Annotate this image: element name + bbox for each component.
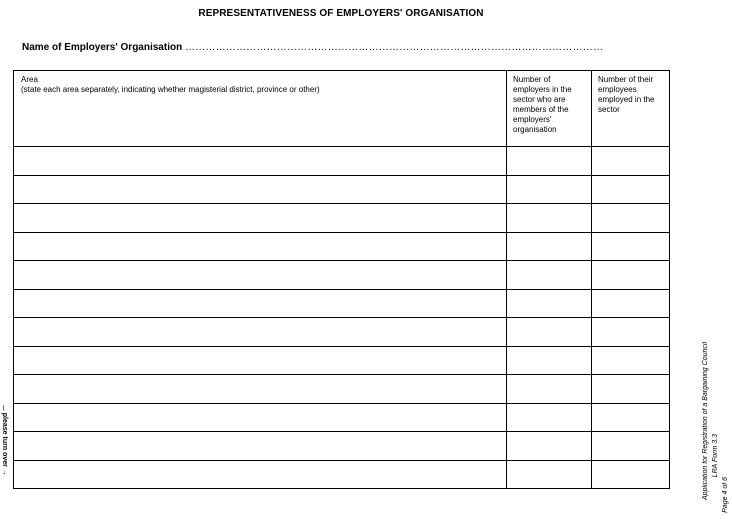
cell-employees-count[interactable] bbox=[592, 318, 670, 347]
org-name-line bbox=[22, 42, 603, 53]
table-row bbox=[14, 289, 670, 318]
cell-area[interactable] bbox=[14, 403, 507, 432]
cell-employees-count[interactable] bbox=[592, 232, 670, 261]
cell-area[interactable] bbox=[14, 432, 507, 461]
turn-over-text: ... please turn over → bbox=[1, 405, 8, 476]
cell-employees-count[interactable] bbox=[592, 175, 670, 204]
table-row bbox=[14, 147, 670, 176]
cell-employers-count[interactable] bbox=[507, 204, 592, 233]
cell-area[interactable] bbox=[14, 175, 507, 204]
cell-employees-count[interactable] bbox=[592, 204, 670, 233]
table-row bbox=[14, 375, 670, 404]
cell-area[interactable] bbox=[14, 232, 507, 261]
table-body bbox=[14, 147, 670, 489]
cell-employers-count[interactable] bbox=[507, 375, 592, 404]
cell-employees-count[interactable] bbox=[592, 147, 670, 176]
form-footer-note bbox=[702, 342, 732, 512]
cell-area[interactable] bbox=[14, 346, 507, 375]
cell-employees-count[interactable] bbox=[592, 403, 670, 432]
page-number: Page 4 of 6 bbox=[722, 477, 729, 513]
table-row bbox=[14, 346, 670, 375]
cell-employers-count[interactable] bbox=[507, 318, 592, 347]
header-employees bbox=[592, 71, 670, 147]
table-row bbox=[14, 261, 670, 290]
application-title: Application for Registration of a Bargaining Council bbox=[702, 342, 709, 500]
table-row bbox=[14, 175, 670, 204]
cell-employers-count[interactable] bbox=[507, 460, 592, 489]
cell-employers-count[interactable] bbox=[507, 261, 592, 290]
form-code: LRA Form 3.3 bbox=[712, 434, 719, 478]
table-row bbox=[14, 232, 670, 261]
cell-employers-count[interactable] bbox=[507, 147, 592, 176]
cell-employees-count[interactable] bbox=[592, 346, 670, 375]
org-name-field[interactable]: …………………………………………………………………………………………………………… bbox=[184, 42, 604, 53]
header-employees-label: Number of their employees employed in the sector bbox=[598, 75, 655, 114]
table-row bbox=[14, 432, 670, 461]
cell-employers-count[interactable] bbox=[507, 432, 592, 461]
header-employers bbox=[507, 71, 592, 147]
table-row bbox=[14, 403, 670, 432]
cell-area[interactable] bbox=[14, 261, 507, 290]
cell-area[interactable] bbox=[14, 318, 507, 347]
header-employers-label: Number of employers in the sector who are members of the employers' organisation bbox=[513, 75, 572, 134]
cell-employees-count[interactable] bbox=[592, 432, 670, 461]
cell-employees-count[interactable] bbox=[592, 460, 670, 489]
table-header-row bbox=[14, 71, 670, 147]
cell-employers-count[interactable] bbox=[507, 346, 592, 375]
cell-employees-count[interactable] bbox=[592, 261, 670, 290]
cell-employees-count[interactable] bbox=[592, 289, 670, 318]
cell-employers-count[interactable] bbox=[507, 289, 592, 318]
cell-area[interactable] bbox=[14, 375, 507, 404]
table-row bbox=[14, 204, 670, 233]
cell-employers-count[interactable] bbox=[507, 403, 592, 432]
cell-employees-count[interactable] bbox=[592, 375, 670, 404]
cell-employers-count[interactable] bbox=[507, 175, 592, 204]
header-area-label: Area bbox=[21, 75, 38, 84]
cell-employers-count[interactable] bbox=[507, 232, 592, 261]
cell-area[interactable] bbox=[14, 147, 507, 176]
table-row bbox=[14, 460, 670, 489]
cell-area[interactable] bbox=[14, 460, 507, 489]
form-title: REPRESENTATIVENESS OF EMPLOYERS' ORGANISATION bbox=[198, 8, 484, 19]
turn-over-note bbox=[1, 405, 11, 480]
table-row bbox=[14, 318, 670, 347]
header-area bbox=[14, 71, 507, 147]
org-name-label: Name of Employers' Organisation bbox=[22, 42, 183, 53]
cell-area[interactable] bbox=[14, 204, 507, 233]
representativeness-table bbox=[13, 70, 670, 489]
header-area-sublabel: (state each area separately, indicating whether magisterial district, province or other) bbox=[21, 85, 320, 94]
cell-area[interactable] bbox=[14, 289, 507, 318]
